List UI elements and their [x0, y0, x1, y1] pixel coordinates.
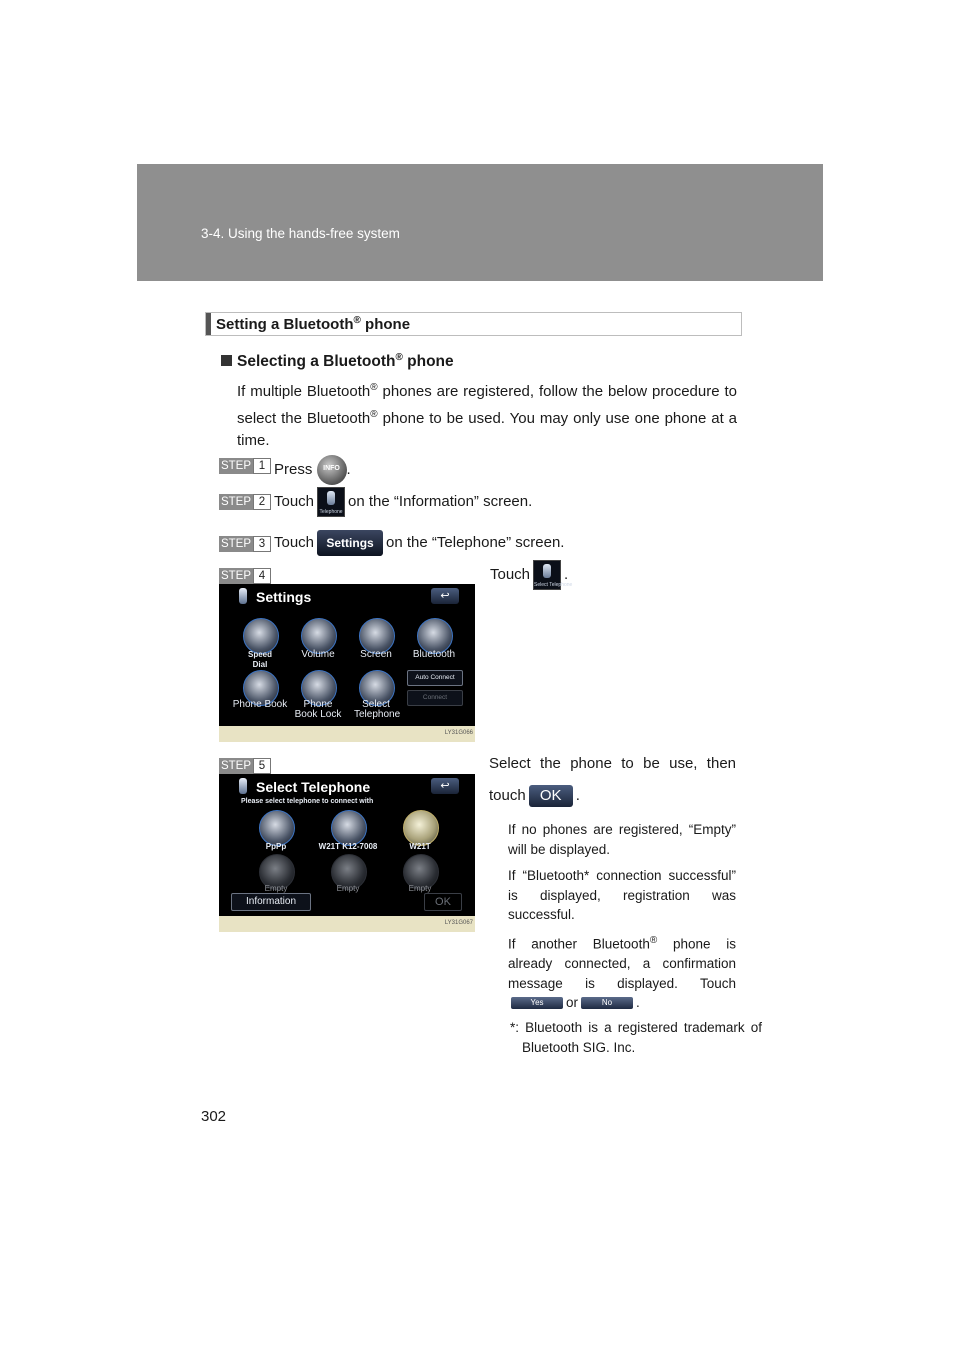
- screen-caption-strip: LY31G066: [219, 726, 475, 742]
- settings-screen: [219, 584, 475, 726]
- volume-label: Volume: [301, 649, 335, 660]
- no-button-icon: No: [581, 997, 633, 1009]
- title-accent: [206, 313, 211, 335]
- section-title-bar: [205, 312, 742, 336]
- note-success: If “Bluetooth* connection successful” is displayed, registration was successful.: [508, 868, 736, 922]
- empty-slot-2-label: Empty: [336, 884, 360, 893]
- empty-slot-3-label: Empty: [408, 884, 432, 893]
- information-button[interactable]: Information: [231, 893, 311, 911]
- connect-button[interactable]: Connect: [407, 690, 463, 706]
- step-badge-1: STEP 1: [219, 458, 271, 474]
- step-badge-5: STEP 5: [219, 758, 271, 774]
- header-band: [137, 164, 823, 281]
- select-telephone-screen: [219, 774, 475, 916]
- screen-title: Select Telephone: [256, 779, 371, 795]
- select-telephone-icon: Select Telephone: [533, 560, 561, 590]
- step-badge-3: STEP 3: [219, 536, 271, 552]
- phone-slot-1-icon[interactable]: [259, 810, 295, 846]
- step-badge-4: STEP 4: [219, 568, 271, 584]
- phone-slot-3-icon[interactable]: [403, 810, 439, 846]
- section-title: Setting a Bluetooth® phone: [216, 315, 411, 333]
- screen-label: Screen: [360, 649, 392, 660]
- intro-paragraph: If multiple Bluetooth® phones are registered, follow the below procedure to select the Bluetooth® phone to be used. You may only use one phone at a time.: [237, 382, 738, 449]
- phone-icon: [239, 588, 247, 604]
- page-number: 302: [201, 1108, 227, 1125]
- speed-dial-icon[interactable]: [243, 618, 279, 654]
- info-button-icon: INFO: [317, 455, 347, 485]
- empty-slot-1-label: Empty: [264, 884, 288, 893]
- step-badge-2: STEP 2: [219, 494, 271, 510]
- phone-slot-1-label: PpPp: [265, 842, 287, 851]
- section-header: 3-4. Using the hands-free system: [201, 226, 400, 241]
- phone-slot-3-label: W21T: [409, 842, 431, 851]
- back-button[interactable]: ↩: [431, 778, 459, 794]
- step-3-text: Touch Settings on the “Telephone” screen.: [274, 530, 564, 556]
- select-telephone-label: Select Telephone: [354, 699, 401, 720]
- speed-dial-label: Speed Dial: [247, 650, 272, 669]
- settings-button-icon: Settings: [317, 530, 383, 556]
- note-no-phones: If no phones are registered, “Empty” will be displayed.: [508, 822, 736, 857]
- step-1-text: Press INFO .: [274, 455, 351, 485]
- subheading: Selecting a Bluetooth® phone: [221, 352, 454, 371]
- step-2-text: Touch Telephone on the “Information” screen.: [274, 487, 532, 517]
- square-bullet-icon: [221, 355, 232, 366]
- ok-button-icon: OK: [529, 785, 573, 807]
- phone-book-label: Phone Book: [232, 699, 288, 710]
- note-already-connected: If another Bluetooth® phone is already connected, a confirmation message is displayed. Touch Yes or No .: [508, 935, 736, 1010]
- step-4-text: Touch Select Telephone .: [490, 560, 568, 590]
- auto-connect-button[interactable]: Auto Connect: [407, 670, 463, 686]
- phone-book-lock-label: Phone Book Lock: [294, 699, 342, 720]
- screen-caption-strip: LY31G067: [219, 916, 475, 932]
- step-5-text: Select the phone to be use, then touch OK .: [489, 748, 736, 812]
- phone-icon: [239, 778, 247, 794]
- telephone-icon: Telephone: [317, 487, 345, 517]
- phone-slot-2-label: W21T K12-7008: [318, 842, 378, 851]
- phone-slot-2-icon[interactable]: [331, 810, 367, 846]
- ok-button[interactable]: OK: [424, 893, 462, 911]
- screen-subtitle: Please select telephone to connect with: [241, 798, 374, 805]
- back-button[interactable]: ↩: [431, 588, 459, 604]
- yes-button-icon: Yes: [511, 997, 563, 1009]
- screen-title: Settings: [256, 589, 312, 605]
- footnote: *: Bluetooth is a registered trademark of Bluetooth SIG. Inc.: [510, 1020, 762, 1055]
- bluetooth-label: Bluetooth: [412, 649, 456, 660]
